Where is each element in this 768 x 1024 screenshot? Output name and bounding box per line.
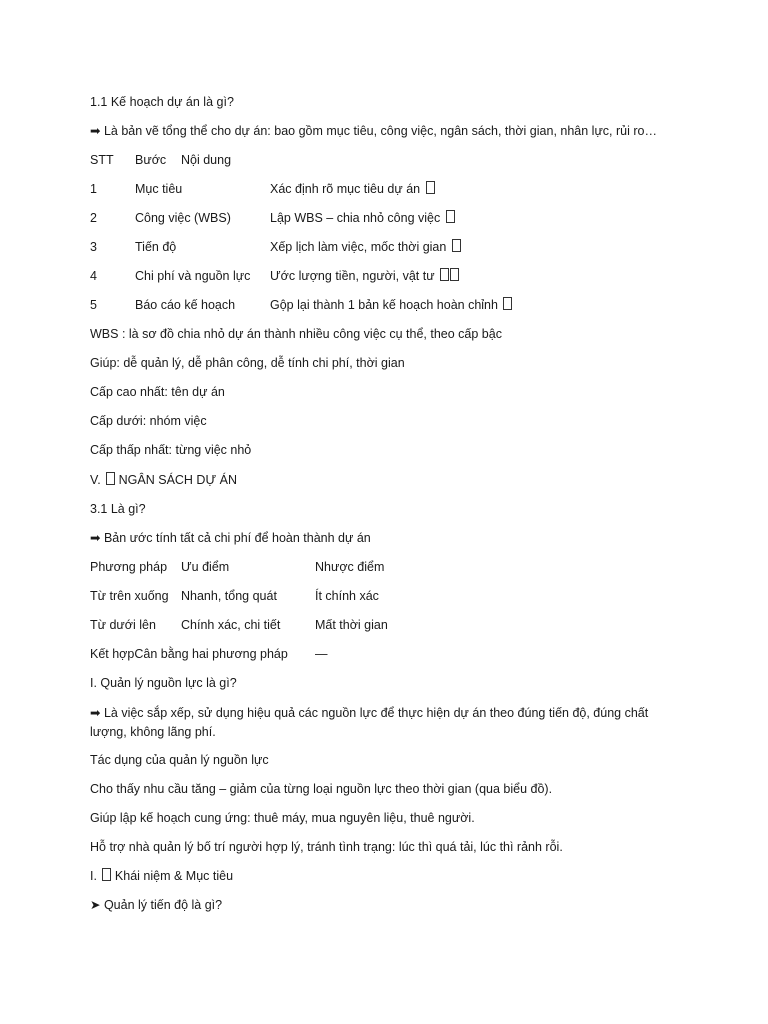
missing-glyph-icon: [106, 472, 115, 485]
table-row-pro: Nhanh, tổng quát: [181, 589, 277, 603]
section-budget-heading: V. NGÂN SÁCH DỰ ÁN: [90, 473, 237, 487]
missing-glyph-icon: [503, 297, 512, 310]
table-row-content: Ước lượng tiền, người, vật tư: [270, 268, 459, 284]
table-row-content: Lập WBS – chia nhỏ công việc: [270, 210, 455, 226]
wbs-level-top: Cấp cao nhất: tên dự án: [90, 385, 225, 399]
table-row-stt: 3: [90, 240, 97, 254]
table-row-stt: 1: [90, 182, 97, 196]
table2-header-pro: Ưu điểm: [181, 560, 230, 574]
table-row-stt: 5: [90, 298, 97, 312]
table-row-method-pro: Kết hợpCân bằng hai phương pháp: [90, 647, 288, 661]
table-row-stt: 4: [90, 269, 97, 283]
table-row-step: Tiến độ: [135, 240, 177, 254]
missing-glyph-icon: [440, 268, 449, 281]
table-row-step: Chi phí và nguồn lực: [135, 269, 251, 283]
schedule-question: ➤ Quản lý tiến độ là gì?: [90, 898, 223, 912]
table-row-content: Gộp lại thành 1 bản kế hoạch hoàn chỉnh: [270, 297, 512, 313]
budget-question: 3.1 Là gì?: [90, 502, 146, 516]
wbs-level-low: Cấp thấp nhất: từng việc nhỏ: [90, 443, 252, 457]
table-row-con: Mất thời gian: [315, 618, 388, 632]
table1-header-stt: STT: [90, 153, 114, 167]
table-row-method: Từ trên xuống: [90, 589, 169, 603]
wbs-level-mid: Cấp dưới: nhóm việc: [90, 414, 207, 428]
wbs-benefit: Giúp: dễ quản lý, dễ phân công, dễ tính chi phí, thời gian: [90, 356, 405, 370]
table-row-step: Mục tiêu: [135, 182, 183, 196]
resource-effect-3: Hỗ trợ nhà quản lý bố trí người hợp lý, tránh tình trạng: lúc thì quá tải, lúc thì rảnh rỗi.: [90, 840, 563, 854]
resource-effect-2: Giúp lập kế hoạch cung ứng: thuê máy, mua nguyên liệu, thuê người.: [90, 811, 475, 825]
resource-definition: ➡ Là việc sắp xếp, sử dụng hiệu quả các nguồn lực để thực hiện dự án theo đúng tiến độ, đúng chất lượng, không lãng phí.: [90, 706, 649, 739]
table-row-stt: 2: [90, 211, 97, 225]
table1-header-step: Bước: [135, 153, 167, 167]
resource-effect-1: Cho thấy nhu cầu tăng – giảm của từng loại nguồn lực theo thời gian (qua biểu đồ).: [90, 782, 553, 796]
resource-effect-heading: Tác dụng của quản lý nguồn lực: [90, 753, 269, 767]
missing-glyph-icon: [446, 210, 455, 223]
missing-glyph-icon: [452, 239, 461, 252]
plan-definition: ➡ Là bản vẽ tổng thể cho dự án: bao gồm mục tiêu, công việc, ngân sách, thời gian, nhân lực, rủi ro…: [90, 124, 657, 138]
budget-definition: ➡ Bản ước tính tất cả chi phí để hoàn thành dự án: [90, 531, 371, 545]
table2-header-con: Nhược điểm: [315, 560, 385, 574]
missing-glyph-icon: [450, 268, 459, 281]
table-row-step: Báo cáo kế hoạch: [135, 298, 236, 312]
table-row-pro: Chính xác, chi tiết: [181, 618, 281, 632]
wbs-definition: WBS : là sơ đồ chia nhỏ dự án thành nhiều công việc cụ thể, theo cấp bậc: [90, 327, 502, 341]
table1-header-content: Nội dung: [181, 153, 232, 167]
section-concept-heading: I. Khái niệm & Mục tiêu: [90, 869, 234, 883]
table-row-step: Công việc (WBS): [135, 211, 231, 225]
missing-glyph-icon: [426, 181, 435, 194]
table-row-con: Ít chính xác: [315, 589, 379, 603]
table2-header-method: Phương pháp: [90, 560, 168, 574]
table-row-method: Từ dưới lên: [90, 618, 156, 632]
resource-question: I. Quản lý nguồn lực là gì?: [90, 676, 237, 690]
table-row-con: —: [315, 647, 328, 661]
table-row-content: Xếp lịch làm việc, mốc thời gian: [270, 239, 461, 255]
missing-glyph-icon: [102, 868, 111, 881]
heading-ke-hoach: 1.1 Kế hoạch dự án là gì?: [90, 95, 234, 109]
table-row-content: Xác định rõ mục tiêu dự án: [270, 181, 435, 197]
